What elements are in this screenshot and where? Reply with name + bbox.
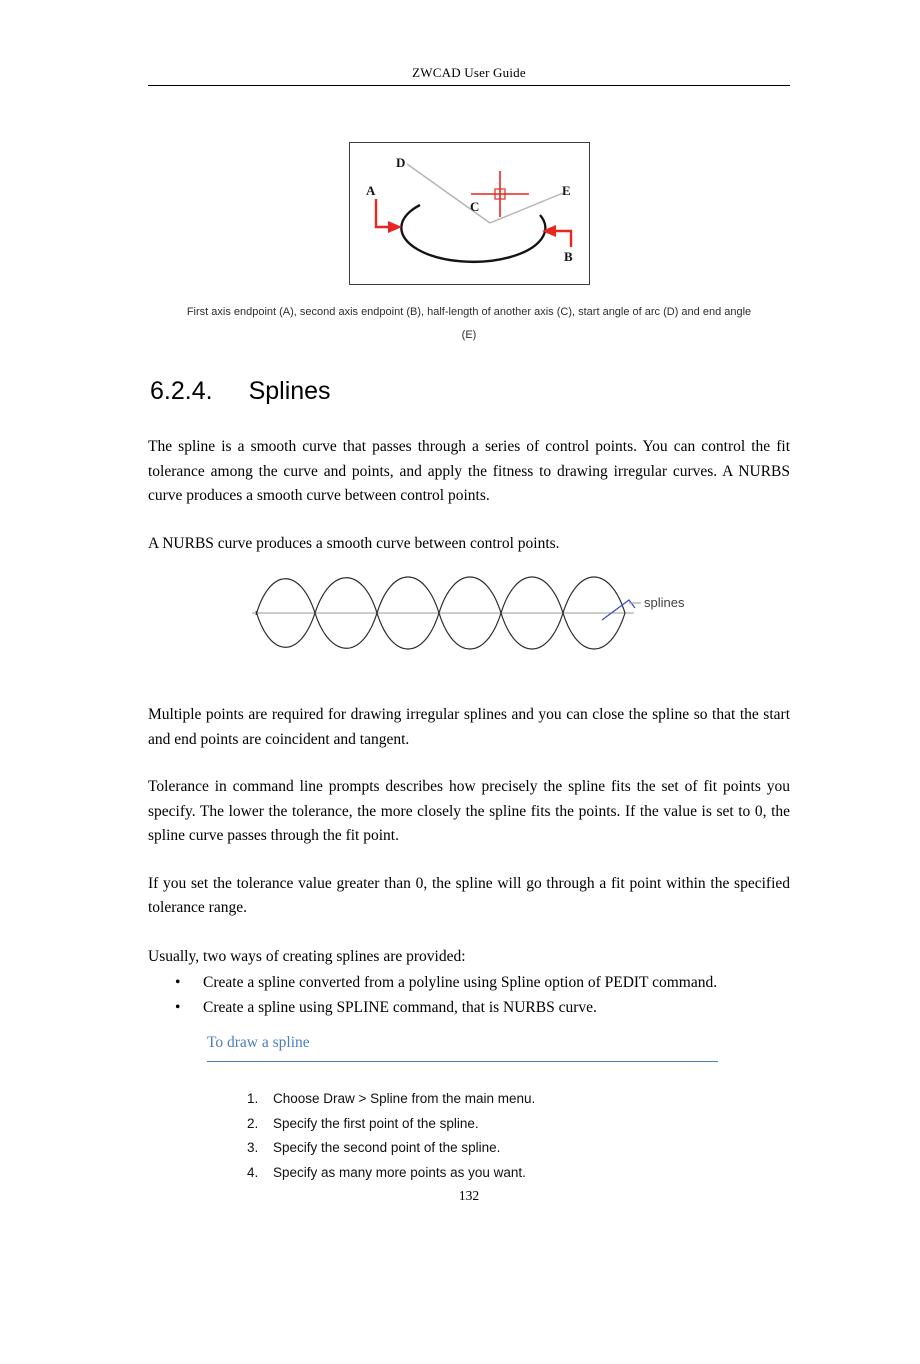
step-number: 3. <box>247 1140 259 1155</box>
figure-caption <box>148 301 790 347</box>
procedure-title: To draw a spline <box>207 1034 718 1062</box>
figure-label-b: B <box>563 249 573 264</box>
procedure-steps <box>148 1087 790 1185</box>
step-number: 4. <box>247 1164 259 1180</box>
paragraph-two-ways: Usually, two ways of creating splines are provided: <box>148 947 466 965</box>
figure-caption-line2: (E) <box>461 329 477 341</box>
bullet-list <box>148 970 790 1020</box>
paragraph-tolerance-range: If you set the tolerance value greater than 0, the spline will go through a fit point within the specified tolerance range. <box>148 874 790 916</box>
bullet-text: Create a spline converted from a polyline using Spline option of PEDIT command. <box>203 974 718 991</box>
procedure-step <box>247 1161 790 1186</box>
bullet-icon: • <box>175 999 181 1016</box>
paragraph-tolerance: Tolerance in command line prompts describes how precisely the spline fits the set of fit points you specify. The lower the tolerance, the more closely the spline fits the points. If the value is set to 0, the spline curve passes through the fit point. <box>148 778 790 844</box>
paragraph-nurbs: A NURBS curve produces a smooth curve between control points. <box>148 534 560 552</box>
figure-label-d: D <box>395 155 405 170</box>
page-header <box>148 64 790 86</box>
figure-label-e: E <box>561 183 571 198</box>
step-number: 1. <box>247 1091 259 1106</box>
figure-label-a: A <box>365 183 375 198</box>
figure-caption-line1: First axis endpoint (A), second axis endpoint (B), half-length of another axis (C), start angle of arc (D) and end angle <box>186 306 752 318</box>
arrow-a-head-icon <box>388 221 402 233</box>
end-angle-line <box>490 193 563 223</box>
figure-ellipse-arc-container <box>148 142 790 285</box>
list-item <box>175 970 790 995</box>
page-content <box>148 142 790 1204</box>
procedure-step <box>247 1136 790 1161</box>
document-page <box>0 64 920 1364</box>
figure-splines-container <box>148 563 790 659</box>
list-item <box>175 995 790 1020</box>
figure-label-c: C <box>469 199 479 214</box>
section-number: 6.2.4. <box>150 377 213 405</box>
arrow-a-line <box>376 199 388 227</box>
arrow-b-line <box>556 231 571 247</box>
step-text: Specify as many more points as you want. <box>273 1164 526 1180</box>
section-title: Splines <box>248 377 331 405</box>
ellipse-arc-drawing <box>350 143 589 284</box>
figure-ellipse-arc <box>349 142 590 285</box>
header-title: ZWCAD User Guide <box>412 65 526 80</box>
paragraph-spline-intro: The spline is a smooth curve that passes through a series of control points. You can control the fit tolerance among the curve and points, and apply the fitness to drawing irregular curves. A NURBS curve produces a smooth curve between control points. <box>148 438 790 504</box>
page-number: 132 <box>458 1188 480 1203</box>
step-number: 2. <box>247 1115 259 1131</box>
procedure-step <box>247 1087 790 1112</box>
paragraph-multiple-points: Multiple points are required for drawing irregular splines and you can close the spline so that the start and end points are coincident and tangent. <box>148 706 790 748</box>
figure-splines <box>244 563 694 659</box>
step-text: Specify the second point of the spline. <box>273 1140 501 1155</box>
splines-label: splines <box>644 595 685 610</box>
bullet-icon: • <box>175 974 181 991</box>
step-text: Specify the first point of the spline. <box>273 1115 479 1131</box>
step-text: Choose Draw > Spline from the main menu. <box>273 1091 536 1106</box>
procedure-step <box>247 1112 790 1137</box>
section-heading <box>150 377 790 406</box>
bullet-text: Create a spline using SPLINE command, that is NURBS curve. <box>203 999 597 1016</box>
